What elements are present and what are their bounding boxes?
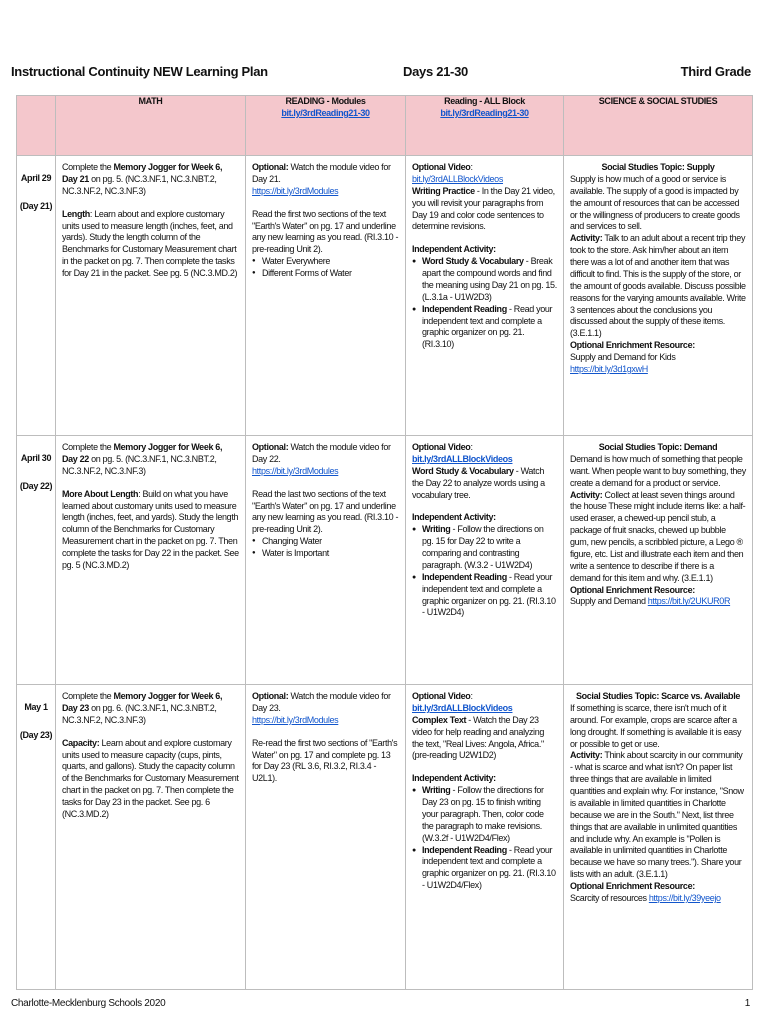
- modules-text: Watch the module video for Day 23.: [252, 691, 391, 713]
- table-header-row: [17, 96, 753, 156]
- modules-text: Watch the module video for Day 22.: [252, 442, 391, 464]
- math-text: : Build on what you have learned about customary units used to measure length (inches, feet, and yards). Study the length column of the Benchmarks for Customary Measurement chart in the packet on pg. 7. Then complete the tasks for Day 22 in the packet. See pg. 5 (NC.3.MD.2): [62, 488, 239, 570]
- science-text: Supply is how much of a good or service is available. The supply of a good is impacted by the amount of resources that can be accessed or the willingness of producers to create goods and services to sell.: [570, 173, 740, 232]
- science-text: Demand is how much of something that people want. When people want to buy something, they create a demand for a product or service.: [570, 453, 746, 488]
- table-row: [17, 436, 753, 685]
- reading-modules-title: READING - Modules: [285, 96, 366, 106]
- date-cell: [17, 156, 56, 436]
- list-item: [422, 524, 557, 572]
- modules-video-link[interactable]: https://bit.ly/3rdModules: [252, 714, 339, 725]
- independent-activity-list: [412, 256, 557, 351]
- page-title: Instructional Continuity NEW Learning Plan: [11, 64, 268, 79]
- optional-label: Optional:: [252, 162, 289, 172]
- reading-all-block-cell: Optional Video: bit.ly/3rdALLBlockVideos Word Study & Vocabulary - Watch the Day 22 to analyze words using a vocabulary tree. Independent Activity: ● Writing - Follow the directions on pg. 15 for Day 22 to write a comparing and contrasting paragraph. (W.3.2 - U1W2D4) ● Independent Reading - Read your independent text and complete a graphic organizer on pg. 21. (RI.3.10 - U1W2D4): [406, 436, 564, 685]
- science-social-studies-column-header: SCIENCE & SOCIAL STUDIES: [564, 96, 753, 156]
- list-item: ● Changing Water: [262, 536, 399, 548]
- activity-text: - Follow the directions for Day 23 on pg. 15 to finish writing your paragraph. Then, color code the paragraph to make revisions. (W.3.2f - U1W2D4/Flex): [422, 785, 544, 843]
- math-cell: [56, 156, 246, 436]
- activity-label: Activity:: [570, 750, 603, 761]
- days-range: Days 21-30: [403, 64, 468, 79]
- enrichment-resource-label: Optional Enrichment Resource:: [570, 584, 695, 595]
- learning-plan-table: [16, 95, 753, 990]
- activity-text: - Read your independent text and complete a graphic organizer on pg. 21. (RI.3.10 - U1W2D4/Flex): [422, 844, 556, 891]
- activity-label: Writing: [422, 785, 451, 796]
- social-studies-topic: Social Studies Topic: Scarce vs. Available: [575, 691, 741, 701]
- activity-label: Activity:: [570, 233, 603, 244]
- list-item: [422, 785, 557, 844]
- resource-title: Supply and Demand: [570, 596, 646, 607]
- independent-activity-label: Independent Activity:: [412, 244, 496, 255]
- reading-all-block-link[interactable]: bit.ly/3rdReading21-30: [440, 107, 529, 118]
- modules-text: Watch the module video for Day 21.: [252, 162, 391, 184]
- all-block-video-link[interactable]: bit.ly/3rdALLBlockVideos: [412, 453, 513, 464]
- activity-label: Independent Reading: [422, 303, 507, 314]
- math-text: on pg. 6. (NC.3.NF.1, NC.3.NBT.2, NC.3.NF.2, NC.3.NF.3): [62, 702, 217, 725]
- math-text: : Learn about and explore customary units used to measure length (inches, feet, and yards). Study the length column of the Benchmarks for Customary Measurement chart in the packet on pg. 7. Then complete the tasks for Day 21 in the packet. See pg. 5 (NC.3.MD.2): [62, 208, 238, 278]
- math-cell: [56, 436, 246, 685]
- resource-title: Scarcity of resources: [570, 892, 647, 903]
- resource-title: Supply and Demand for Kids: [570, 352, 676, 362]
- activity-label: Activity:: [570, 489, 603, 500]
- optional-video-label: Optional Video: [412, 442, 471, 452]
- date-column-header: [17, 96, 56, 156]
- date-label: April 29: [20, 173, 52, 183]
- reading-all-block-column-header: [406, 96, 564, 156]
- activity-text: - Follow the directions on pg. 15 for Day 22 to write a comparing and contrasting paragraph. (W.3.2 - U1W2D4): [422, 524, 544, 570]
- activity-label: Writing: [422, 524, 451, 535]
- independent-activity-list: [412, 785, 557, 892]
- science-cell: [564, 156, 753, 436]
- optional-label: Optional:: [252, 442, 289, 452]
- table-row: [17, 156, 753, 436]
- list-item: [422, 304, 557, 352]
- social-studies-topic: Social Studies Topic: Supply: [601, 162, 715, 172]
- math-text: Complete the: [62, 691, 114, 701]
- list-item: ● Water is Important: [262, 548, 399, 560]
- all-block-video-link[interactable]: bit.ly/3rdALLBlockVideos: [412, 702, 513, 713]
- all-block-video-link[interactable]: bit.ly/3rdALLBlockVideos: [412, 173, 503, 184]
- math-topic-label: More About Length: [62, 488, 139, 499]
- date-cell: [17, 436, 56, 685]
- activity-text: - Read your independent text and complete a graphic organizer on pg. 21. (RI.3.10): [422, 303, 553, 350]
- date-label: May 1: [24, 702, 48, 712]
- table-row: [17, 685, 753, 990]
- all-block-text: - Watch the Day 23 video for help reading and analyzing the text, "Real Lives: Angola, Africa." (pre-reading U2W1D2): [412, 714, 545, 761]
- reading-modules-cell: [246, 156, 406, 436]
- modules-section-list: [252, 256, 399, 280]
- activity-text: - Read your independent text and complete a graphic organizer on pg. 21. (RI.3.10 - U1W2D4): [422, 571, 556, 618]
- reading-all-block-cell: Optional Video: bit.ly/3rdALLBlockVideos Complex Text - Watch the Day 23 video for help reading and analyzing the text, "Real Lives: Angola, Africa." (pre-reading U2W1D2) Independent Activity: ● Writing - Follow the directions for Day 23 on pg. 15 to finish writing your paragraph. Then, color code the paragraph to make revisions. (W.3.2f - U1W2D4/Flex) ● Independent Reading - Read your independent text and complete a graphic organizer on pg. 21. (RI.3.10 - U1W2D4/Flex): [406, 685, 564, 990]
- activity-label: Word Study & Vocabulary: [422, 256, 524, 267]
- memory-jogger-label: Memory Jogger for Week 6, Day 22: [62, 442, 223, 464]
- reading-modules-cell: [246, 685, 406, 990]
- optional-label: Optional:: [252, 691, 289, 701]
- independent-activity-list: [412, 524, 557, 619]
- optional-video-label: Optional Video: [412, 162, 471, 172]
- activity-label: Independent Reading: [422, 571, 507, 582]
- science-text: If something is scarce, there isn't much of it around. For example, crops are scarce after a long drought. If something is available it is easy or possible to get or use.: [570, 702, 742, 749]
- modules-video-link[interactable]: https://bit.ly/3rdModules: [252, 185, 339, 196]
- math-topic-label: Capacity:: [62, 737, 100, 748]
- list-item: [422, 572, 557, 620]
- resource-link[interactable]: https://bit.ly/2UKUR0R: [647, 596, 731, 607]
- reading-modules-link[interactable]: bit.ly/3rdReading21-30: [281, 107, 370, 118]
- all-block-text: - In the Day 21 video, you will revisit your paragraphs from Day 19 and color code sentences to determine revisions.: [412, 185, 555, 232]
- date-label: April 30: [20, 453, 52, 463]
- memory-jogger-label: Memory Jogger for Week 6, Day 21: [62, 162, 223, 184]
- science-cell: [564, 436, 753, 685]
- practice-label: Complex Text: [412, 714, 467, 725]
- science-cell: [564, 685, 753, 990]
- enrichment-resource-label: Optional Enrichment Resource:: [570, 340, 695, 351]
- grade-level: Third Grade: [680, 64, 751, 79]
- footer-copyright: Charlotte-Mecklenburg Schools 2020: [11, 998, 166, 1009]
- activity-text: Talk to an adult about a recent trip they took to the store. Ask him/her about an item there was a lot of and another item that was difficult to find. This is the supply of the store, or the amount of goods available. Discuss possible reasons for the varying amounts available. Write 3 sentences about the conclusions you discussed about the supply of these items. (3.E.1.1): [570, 233, 746, 339]
- list-item: [422, 845, 557, 893]
- date-cell: [17, 685, 56, 990]
- math-text: Learn about and explore customary units used to measure capacity (cups, pints, quarts, and gallons). Study the capacity column of the Benchmarks for Customary Measurement chart in the packet on pg. 7. Then complete the tasks for Day 23 in the packet. See pg. 6 (NC.3.MD.2): [62, 737, 239, 819]
- reading-all-block-cell: Optional Video: bit.ly/3rdALLBlockVideos Writing Practice - In the Day 21 video, you will revisit your paragraphs from Day 19 and color code sentences to determine revisions. Independent Activity: ● Word Study & Vocabulary - Break apart the compound words and find the meaning using Day 21 on pg. 15. (L.3.1a - U1W2D3) ● Independent Reading - Read your independent text and complete a graphic organizer on pg. 21. (RI.3.10): [406, 156, 564, 436]
- modules-section-list: [252, 536, 399, 560]
- enrichment-resource-label: Optional Enrichment Resource:: [570, 881, 695, 891]
- modules-video-link[interactable]: https://bit.ly/3rdModules: [252, 465, 339, 476]
- practice-label: Word Study & Vocabulary: [412, 465, 514, 476]
- math-column-header: MATH: [56, 96, 246, 156]
- modules-text: Re-read the first two sections of "Earth's Water" on pg. 17 and complete pg. 13 for Day 23 (RL 3.6, RI.3.2, RI.3.4 - U2L1).: [252, 737, 398, 784]
- day-label: (Day 22): [19, 480, 53, 491]
- list-item: ● Different Forms of Water: [262, 268, 399, 280]
- day-label: (Day 21): [19, 200, 53, 211]
- memory-jogger-label: Memory Jogger for Week 6, Day 23: [62, 691, 223, 713]
- math-text: Complete the: [62, 162, 114, 172]
- reading-modules-column-header: [246, 96, 406, 156]
- resource-link[interactable]: https://bit.ly/3d1gxwH: [570, 363, 648, 374]
- practice-label: Writing Practice: [412, 185, 475, 196]
- independent-activity-label: Independent Activity:: [412, 773, 496, 784]
- math-text: on pg. 5. (NC.3.NF.1, NC.3.NBT.2, NC.3.NF.2, NC.3.NF.3): [62, 453, 217, 476]
- list-item: ● Water Everywhere: [262, 256, 399, 268]
- math-topic-label: Length: [62, 208, 90, 219]
- list-item: [422, 256, 557, 304]
- page-number: 1: [744, 998, 750, 1009]
- all-block-text: - Watch the Day 22 to analyze words using a vocabulary tree.: [412, 465, 545, 500]
- modules-text: Read the first two sections of the text "Earth's Water" on pg. 17 and underline any new learning as you read. (RI.3.10 - pre-reading Unit 2).: [252, 208, 399, 255]
- day-label: (Day 23): [19, 729, 53, 740]
- activity-label: Independent Reading: [422, 844, 507, 855]
- optional-video-label: Optional Video: [412, 691, 471, 701]
- modules-text: Read the last two sections of the text "Earth's Water" on pg. 17 and underline any new learning as you read. (RI.3.10 - pre-reading Unit 2).: [252, 488, 399, 535]
- reading-all-block-title: Reading - ALL Block: [444, 96, 525, 106]
- math-cell: [56, 685, 246, 990]
- activity-text: - Break apart the compound words and find the meaning using Day 21 on pg. 15. (L.3.1a - U1W2D3): [422, 256, 557, 302]
- reading-modules-cell: [246, 436, 406, 685]
- resource-link[interactable]: https://bit.ly/39yeejo: [648, 892, 721, 903]
- activity-text: Think about scarcity in our community - what is scarce and what isn't? On paper list three things that are available in limited quantities and explain why. For instance, "Snow is available in limited quantities in Charlotte because we are in the South." Next, list three things that are available in unlimited quantities and include why. An example is "Pollen is available in unlimited quantities in Charlotte because we have so many trees."). Share your lists with an adult. (3.E.1.1): [570, 750, 744, 880]
- activity-text: Collect at least seven things around the house These might include items like: a half-used eraser, a chewed-up pencil stub, a package of fruit snacks, chewed up bubble gum, new pencils, a scribbled picture, a Lego ® figure, etc. List and illustrate each item and then write a sentence to describe if there is a demand for this item and why. (3.E.1.1): [570, 489, 746, 583]
- independent-activity-label: Independent Activity:: [412, 512, 496, 523]
- math-text: Complete the: [62, 442, 114, 452]
- social-studies-topic: Social Studies Topic: Demand: [598, 442, 718, 452]
- math-text: on pg. 5. (NC.3.NF.1, NC.3.NBT.2, NC.3.NF.2, NC.3.NF.3): [62, 173, 217, 196]
